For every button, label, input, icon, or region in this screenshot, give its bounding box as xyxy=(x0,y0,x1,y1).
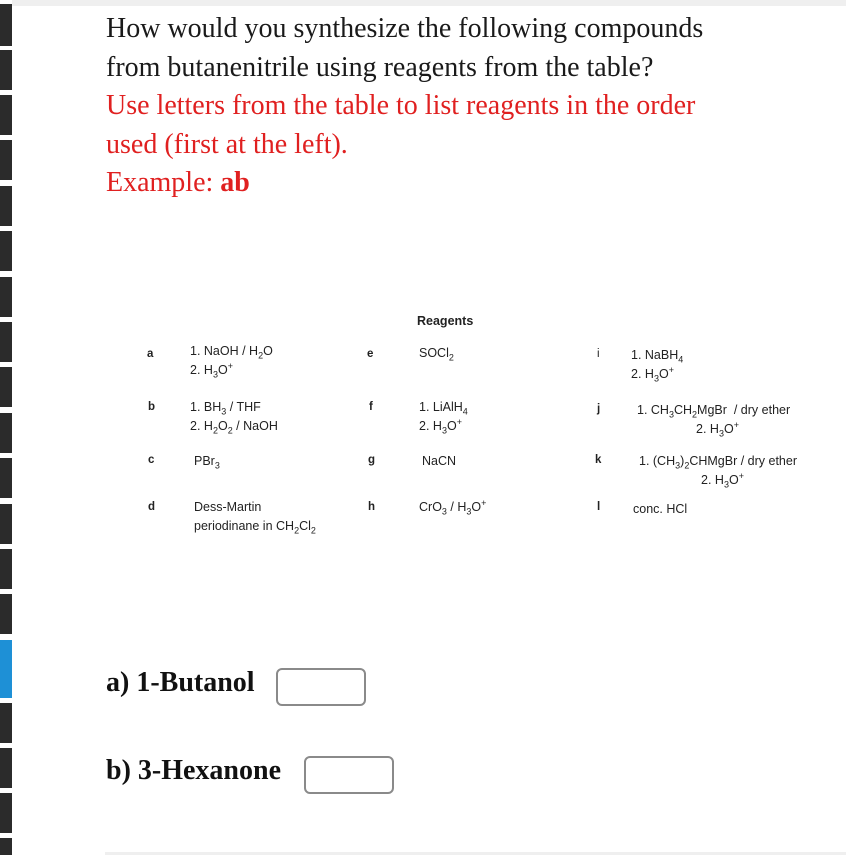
s: 2 xyxy=(448,352,454,363)
reagent-i-line1 xyxy=(631,346,683,365)
s: 2 xyxy=(692,409,698,420)
example-value: ab xyxy=(220,167,250,198)
strip-seg xyxy=(0,322,12,362)
reagent-k xyxy=(639,452,797,490)
answer-a-label: a) 1-Butanol xyxy=(106,667,255,698)
s: 3 xyxy=(441,506,447,517)
t: Cl xyxy=(299,519,311,533)
s: 3 xyxy=(221,406,227,417)
p: + xyxy=(733,419,739,430)
reagent-j-line2 xyxy=(637,420,790,439)
strip-seg xyxy=(0,50,12,90)
answer-a-input[interactable] xyxy=(276,668,366,706)
p: + xyxy=(481,497,487,508)
p: + xyxy=(668,364,674,375)
t: PBr xyxy=(194,454,215,468)
t: / NaOH xyxy=(232,419,278,433)
s: 3 xyxy=(653,373,659,384)
instruction-line: used (first at the left). xyxy=(106,128,348,160)
t: 1. (CH xyxy=(639,454,676,468)
letter-f: f xyxy=(369,401,373,413)
s: 2 xyxy=(258,350,264,361)
t: CH xyxy=(673,403,693,417)
t: 1. NaBH xyxy=(631,348,679,362)
t: 2. H xyxy=(190,419,213,433)
letter-g: g xyxy=(368,454,376,466)
reagent-d xyxy=(194,498,316,536)
left-strip xyxy=(0,0,12,855)
reagent-a xyxy=(190,342,273,380)
question-text xyxy=(106,10,806,203)
t: 2. H xyxy=(631,367,654,381)
letter-k: k xyxy=(595,454,602,466)
top-divider xyxy=(12,0,846,6)
t: O xyxy=(728,473,739,487)
s: 3 xyxy=(214,460,220,471)
s: 3 xyxy=(441,425,447,436)
reagent-g: NaCN xyxy=(422,454,457,468)
reagent-b-line2 xyxy=(190,417,278,436)
s: 2 xyxy=(294,525,300,536)
reagent-h xyxy=(419,498,486,517)
s: 2 xyxy=(227,425,233,436)
t: 1. LiAlH xyxy=(419,400,463,414)
reagent-a-line2 xyxy=(190,361,273,380)
strip-seg xyxy=(0,748,12,788)
reagent-j xyxy=(637,401,790,439)
t: / H xyxy=(446,500,467,514)
letter-c: c xyxy=(148,454,155,466)
strip-seg xyxy=(0,367,12,407)
p: + xyxy=(227,360,233,371)
t: 2. H xyxy=(696,422,719,436)
reagent-b-line1 xyxy=(190,398,278,417)
t: periodinane in CH xyxy=(194,519,295,533)
strip-seg xyxy=(0,793,12,833)
strip-seg xyxy=(0,140,12,180)
reagent-f-line1 xyxy=(419,398,468,417)
strip-seg xyxy=(0,549,12,589)
reagent-e xyxy=(419,344,454,363)
letter-e: e xyxy=(367,348,374,360)
reagent-d-line1: Dess-Martin xyxy=(194,500,262,514)
s: 2 xyxy=(684,460,690,471)
reagent-f xyxy=(419,398,468,436)
s: 3 xyxy=(466,506,472,517)
t: O xyxy=(217,419,228,433)
t: O xyxy=(446,419,457,433)
answer-b-label: b) 3-Hexanone xyxy=(106,755,281,786)
strip-seg xyxy=(0,594,12,634)
t: O xyxy=(723,422,734,436)
t: 2. H xyxy=(190,363,213,377)
reagent-d-line2 xyxy=(194,517,316,536)
strip-seg-active[interactable] xyxy=(0,640,12,698)
reagent-j-line1 xyxy=(637,401,790,420)
question-line: How would you synthesize the following compounds xyxy=(106,13,704,44)
t: MgBr / dry ether xyxy=(697,403,791,417)
reagent-i-line2 xyxy=(631,365,683,384)
letter-l: l xyxy=(597,501,601,513)
strip-seg xyxy=(0,186,12,226)
reagent-i xyxy=(631,346,683,384)
t: O xyxy=(263,344,273,358)
reagent-l: conc. HCl xyxy=(633,502,688,516)
letter-b: b xyxy=(148,401,156,413)
instruction-line: Use letters from the table to list reagents in the order xyxy=(106,90,696,121)
t: / THF xyxy=(226,400,261,414)
reagent-f-line2 xyxy=(419,417,468,436)
t: 2. H xyxy=(701,473,724,487)
letter-a: a xyxy=(147,348,154,360)
t: SOCl xyxy=(419,346,449,360)
strip-seg xyxy=(0,703,12,743)
t: ) xyxy=(680,454,685,468)
s: 3 xyxy=(675,460,681,471)
reagent-k-line2 xyxy=(639,471,797,490)
example-line xyxy=(106,164,806,203)
t: 1. BH xyxy=(190,400,222,414)
t: CrO xyxy=(419,500,442,514)
reagent-b xyxy=(190,398,278,436)
strip-seg xyxy=(0,838,12,855)
s: 3 xyxy=(723,479,729,490)
t: O xyxy=(217,363,228,377)
s: 4 xyxy=(462,406,468,417)
p: + xyxy=(738,470,744,481)
reagent-k-line1 xyxy=(639,452,797,471)
strip-seg xyxy=(0,413,12,453)
letter-d: d xyxy=(148,501,156,513)
strip-seg xyxy=(0,277,12,317)
s: 2 xyxy=(212,425,218,436)
answer-b-input[interactable] xyxy=(304,756,394,794)
t: O xyxy=(658,367,669,381)
t: O xyxy=(471,500,482,514)
t: 2. H xyxy=(419,419,442,433)
strip-seg xyxy=(0,4,12,46)
p: + xyxy=(456,416,462,427)
reagent-c xyxy=(194,452,220,471)
strip-seg xyxy=(0,504,12,544)
s: 3 xyxy=(212,369,218,380)
example-label: Example: xyxy=(106,167,221,198)
letter-j: j xyxy=(597,403,601,415)
letter-i: i xyxy=(597,348,600,360)
t: CHMgBr / dry ether xyxy=(689,454,797,468)
t: 1. CH xyxy=(637,403,669,417)
letter-h: h xyxy=(368,501,376,513)
strip-seg xyxy=(0,95,12,135)
strip-seg xyxy=(0,231,12,271)
t: 1. NaOH / H xyxy=(190,344,259,358)
s: 2 xyxy=(310,525,316,536)
reagent-a-line1 xyxy=(190,342,273,361)
s: 3 xyxy=(718,428,724,439)
question-line: from butanenitrile using reagents from the table? xyxy=(106,51,654,83)
table-header: Reagents xyxy=(417,314,474,328)
s: 4 xyxy=(678,354,684,365)
s: 3 xyxy=(668,409,674,420)
strip-seg xyxy=(0,458,12,498)
